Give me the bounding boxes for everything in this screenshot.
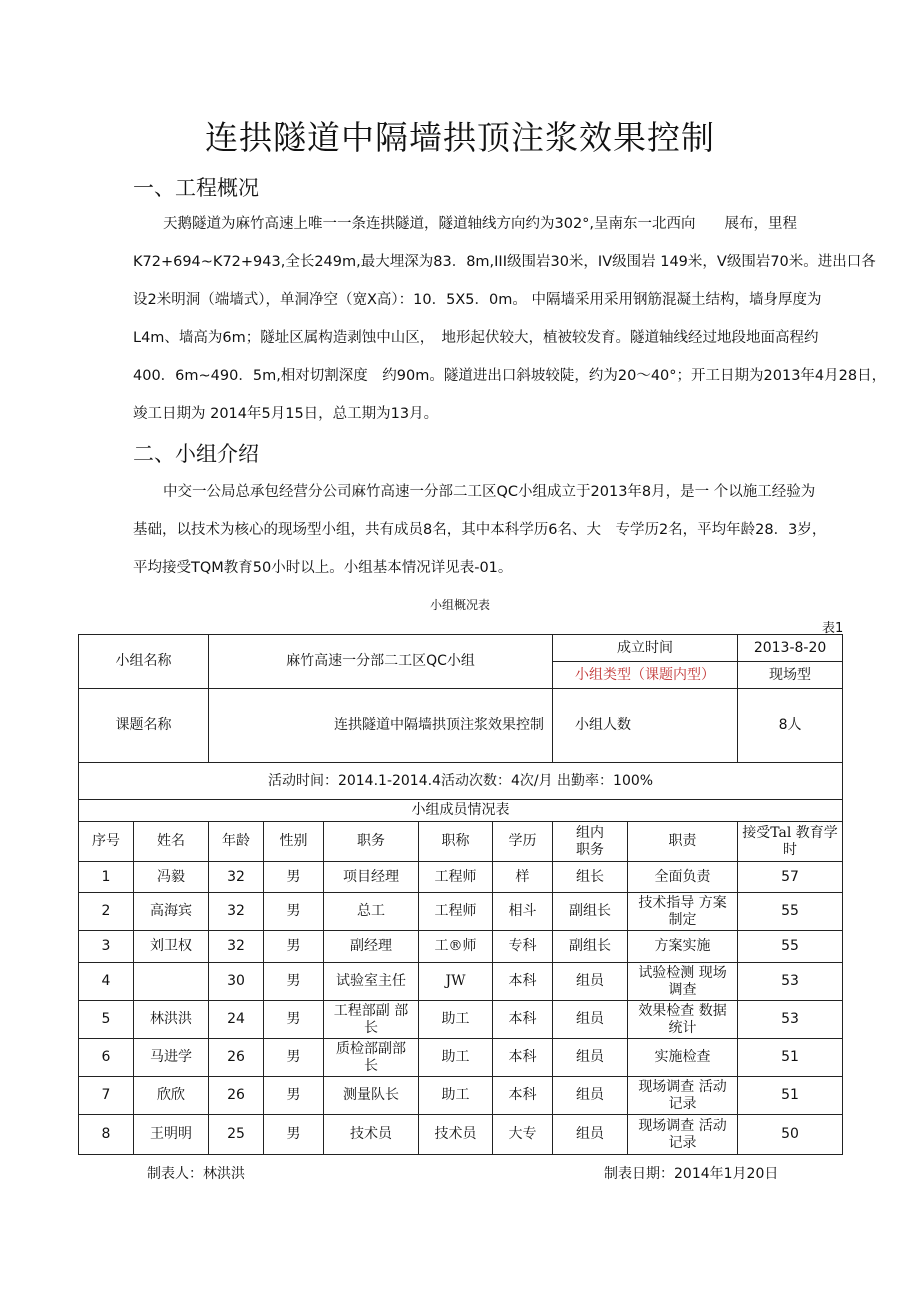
- cell-col-seq: 5: [79, 1001, 134, 1039]
- overview-line: 竣工日期为 2014年5月15日，总工期为13月。: [133, 406, 439, 422]
- table-number: 表1: [822, 621, 844, 636]
- cell-col-duty: 实施检查: [628, 1039, 738, 1077]
- founded-value: 2013-8-20: [738, 635, 843, 662]
- cell-col-gender: 男: [264, 931, 324, 963]
- cell-col-position: 技术员: [324, 1115, 419, 1155]
- cell-col-title: 工程师: [419, 893, 493, 931]
- cell-col-seq: 1: [79, 862, 134, 893]
- header-col-age: 年龄: [209, 822, 264, 862]
- cell-col-seq: 2: [79, 893, 134, 931]
- cell-col-team-role: 副组长: [553, 893, 628, 931]
- cell-col-seq: 3: [79, 931, 134, 963]
- team-line: 基础，以技术为核心的现场型小组，共有成员8名，其中本科学历6名、大 专学历2名，平均年龄28．3岁，: [133, 522, 827, 538]
- cell-col-seq: 4: [79, 963, 134, 1001]
- header-col-education: 学历: [493, 822, 553, 862]
- overview-line: 400．6m~490．5m,相对切割深度 约90m。隧道进出口斜坡较陡，约为20～40°；开工日期为2013年4月28日，: [133, 368, 887, 384]
- cell-col-duty: 现场调查 活动 记录: [628, 1077, 738, 1115]
- topic-label: 课题名称: [79, 689, 209, 763]
- cell-col-education: 专科: [493, 931, 553, 963]
- cell-col-age: 24: [209, 1001, 264, 1039]
- overview-line: K72+694~K72+943,全长249m,最大埋深为83．8m,III级围岩30米，IV级围岩 149米，V级围岩70米。进出口各: [133, 254, 876, 270]
- document-title: 连拱隧道中隔墙拱顶注浆效果控制: [205, 118, 715, 157]
- member-count-value: 8人: [738, 689, 843, 763]
- cell-col-age: 30: [209, 963, 264, 1001]
- cell-col-education: 大专: [493, 1115, 553, 1155]
- cell-col-title: 助工: [419, 1039, 493, 1077]
- cell-col-age: 32: [209, 862, 264, 893]
- cell-col-training-hours: 57: [738, 862, 843, 893]
- cell-col-title: 工®师: [419, 931, 493, 963]
- table-row: [79, 931, 843, 963]
- overview-line: 设2米明洞（端墙式），单洞净空（宽X高）：10．5X5．0m。 中隔墙采用采用钢筋混凝土结构，墙身厚度为: [133, 292, 822, 308]
- cell-col-duty: 全面负责: [628, 862, 738, 893]
- table-row: [79, 893, 843, 931]
- cell-col-position: 测量队长: [324, 1077, 419, 1115]
- team-paragraph: [133, 473, 858, 587]
- cell-col-gender: 男: [264, 893, 324, 931]
- member-count-label: 小组人数: [553, 689, 738, 763]
- cell-col-title: 助工: [419, 1077, 493, 1115]
- overview-line: 天鹅隧道为麻竹高速上唯一一条连拱隧道，隧道轴线方向约为302°,呈南东一北西向 展布，里程: [163, 216, 798, 232]
- cell-col-training-hours: 50: [738, 1115, 843, 1155]
- group-type-value: 现场型: [738, 662, 843, 689]
- members-table-title: 小组成员情况表: [79, 800, 843, 822]
- cell-col-education: 本科: [493, 1039, 553, 1077]
- team-line: 中交一公局总承包经营分公司麻竹高速一分部二工区QC小组成立于2013年8月，是一 个以施工经验为: [163, 484, 816, 500]
- topic-value: 连拱隧道中隔墙拱顶注浆效果控制: [209, 689, 553, 763]
- cell-col-position: 质检部副部 长: [324, 1039, 419, 1077]
- group-type-label: 小组类型（课题内型）: [553, 662, 738, 689]
- cell-col-education: 本科: [493, 1001, 553, 1039]
- cell-col-training-hours: 51: [738, 1077, 843, 1115]
- table-row: [79, 1115, 843, 1155]
- header-col-title: 职称: [419, 822, 493, 862]
- cell-col-team-role: 组员: [553, 1077, 628, 1115]
- group-name-value: 麻竹高速一分部二工区QC小组: [209, 635, 553, 689]
- header-col-name: 姓名: [134, 822, 209, 862]
- cell-col-name: 王明明: [134, 1115, 209, 1155]
- cell-col-team-role: 组员: [553, 963, 628, 1001]
- cell-col-name: 欣欣: [134, 1077, 209, 1115]
- cell-col-position: 总工: [324, 893, 419, 931]
- header-col-gender: 性别: [264, 822, 324, 862]
- cell-col-team-role: 组员: [553, 1115, 628, 1155]
- members-header-row: [79, 822, 843, 862]
- cell-col-age: 25: [209, 1115, 264, 1155]
- cell-col-name: [134, 963, 209, 1001]
- cell-col-team-role: 组员: [553, 1039, 628, 1077]
- header-col-training-hours: 接受Tal 教育学 时: [738, 822, 843, 862]
- cell-col-gender: 男: [264, 1115, 324, 1155]
- cell-col-training-hours: 55: [738, 931, 843, 963]
- group-name-label: 小组名称: [79, 635, 209, 689]
- table-maker: 制表人：林洪洪: [147, 1166, 245, 1182]
- header-col-position: 职务: [324, 822, 419, 862]
- table-row: [79, 862, 843, 893]
- cell-col-gender: 男: [264, 1001, 324, 1039]
- cell-col-title: 工程师: [419, 862, 493, 893]
- cell-col-team-role: 组员: [553, 1001, 628, 1039]
- overview-paragraph: [133, 205, 887, 433]
- cell-col-training-hours: 53: [738, 963, 843, 1001]
- cell-col-position: 副经理: [324, 931, 419, 963]
- cell-col-age: 26: [209, 1039, 264, 1077]
- cell-col-title: JW: [419, 963, 493, 1001]
- header-col-seq: 序号: [79, 822, 134, 862]
- cell-col-age: 26: [209, 1077, 264, 1115]
- cell-col-duty: 方案实施: [628, 931, 738, 963]
- cell-col-duty: 技术指导 方案 制定: [628, 893, 738, 931]
- table-row: [79, 963, 843, 1001]
- cell-col-title: 技术员: [419, 1115, 493, 1155]
- table-caption: 小组概况表: [429, 598, 490, 612]
- cell-col-title: 助工: [419, 1001, 493, 1039]
- overview-line: L4m、墙高为6m；隧址区属构造剥蚀中山区， 地形起伏较大，植被较发育。隧道轴线经过地段地面高程约: [133, 330, 819, 346]
- cell-col-team-role: 副组长: [553, 931, 628, 963]
- cell-col-education: 相斗: [493, 893, 553, 931]
- cell-col-gender: 男: [264, 963, 324, 1001]
- cell-col-gender: 男: [264, 862, 324, 893]
- cell-col-education: 本科: [493, 1077, 553, 1115]
- cell-col-training-hours: 55: [738, 893, 843, 931]
- table-row: [79, 1001, 843, 1039]
- cell-col-duty: 试验检测 现场 调查: [628, 963, 738, 1001]
- cell-col-training-hours: 53: [738, 1001, 843, 1039]
- cell-col-team-role: 组长: [553, 862, 628, 893]
- header-col-duty: 职责: [628, 822, 738, 862]
- cell-col-position: 试验室主任: [324, 963, 419, 1001]
- team-info-table: [78, 634, 843, 1155]
- table-row: [79, 1039, 843, 1077]
- founded-label: 成立时间: [553, 635, 738, 662]
- cell-col-gender: 男: [264, 1077, 324, 1115]
- section-heading-team: 二、小组介绍: [133, 442, 259, 466]
- cell-col-gender: 男: [264, 1039, 324, 1077]
- cell-col-age: 32: [209, 931, 264, 963]
- cell-col-name: 刘卫权: [134, 931, 209, 963]
- cell-col-training-hours: 51: [738, 1039, 843, 1077]
- cell-col-duty: 效果检查 数据 统计: [628, 1001, 738, 1039]
- cell-col-name: 高海宾: [134, 893, 209, 931]
- cell-col-duty: 现场调查 活动 记录: [628, 1115, 738, 1155]
- table-row: [79, 1077, 843, 1115]
- table-date: 制表日期：2014年1月20日: [604, 1166, 779, 1182]
- cell-col-seq: 6: [79, 1039, 134, 1077]
- cell-col-name: 马进学: [134, 1039, 209, 1077]
- header-col-team-role: 组内 职务: [553, 822, 628, 862]
- cell-col-position: 项目经理: [324, 862, 419, 893]
- cell-col-seq: 8: [79, 1115, 134, 1155]
- cell-col-name: 冯毅: [134, 862, 209, 893]
- section-heading-overview: 一、工程概况: [133, 176, 259, 200]
- cell-col-education: 样: [493, 862, 553, 893]
- cell-col-age: 32: [209, 893, 264, 931]
- cell-col-position: 工程部副 部 长: [324, 1001, 419, 1039]
- activity-info: 活动时间：2014.1-2014.4活动次数：4次/月 出勤率：100%: [79, 763, 843, 800]
- cell-col-seq: 7: [79, 1077, 134, 1115]
- cell-col-education: 本科: [493, 963, 553, 1001]
- team-line: 平均接受TQM教育50小时以上。小组基本情况详见表-01。: [133, 560, 513, 576]
- cell-col-name: 林洪洪: [134, 1001, 209, 1039]
